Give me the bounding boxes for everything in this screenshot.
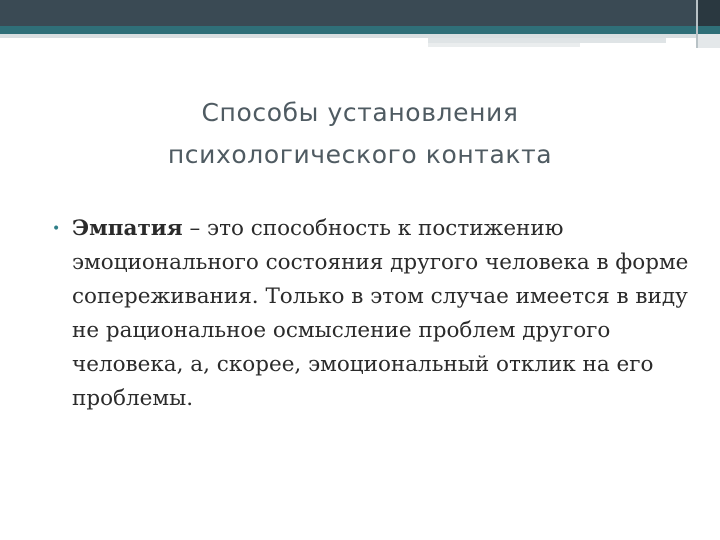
slide-body xyxy=(52,212,692,416)
bullet-item xyxy=(52,212,692,416)
header-band xyxy=(0,0,720,26)
decorative-strip-short xyxy=(428,43,580,47)
corner-block-dark xyxy=(696,0,720,26)
bullet-text: – это способность к постижению эмоционального состояния другого человека в форме сопереживания. Только в этом случае имеется в виду не рациональное осмысление проблем другого человека, а, скорее, эмоциональный отклик на его проблемы. xyxy=(72,216,689,411)
slide-title-line-1: Способы установления xyxy=(201,98,519,127)
header-accent-band xyxy=(0,26,720,34)
slide-title-line-2: психологического контакта xyxy=(167,140,553,169)
slide-title xyxy=(60,92,660,176)
corner-block-light xyxy=(698,34,720,48)
bullet-term: Эмпатия xyxy=(72,216,183,241)
bullet-icon: • xyxy=(52,221,61,237)
